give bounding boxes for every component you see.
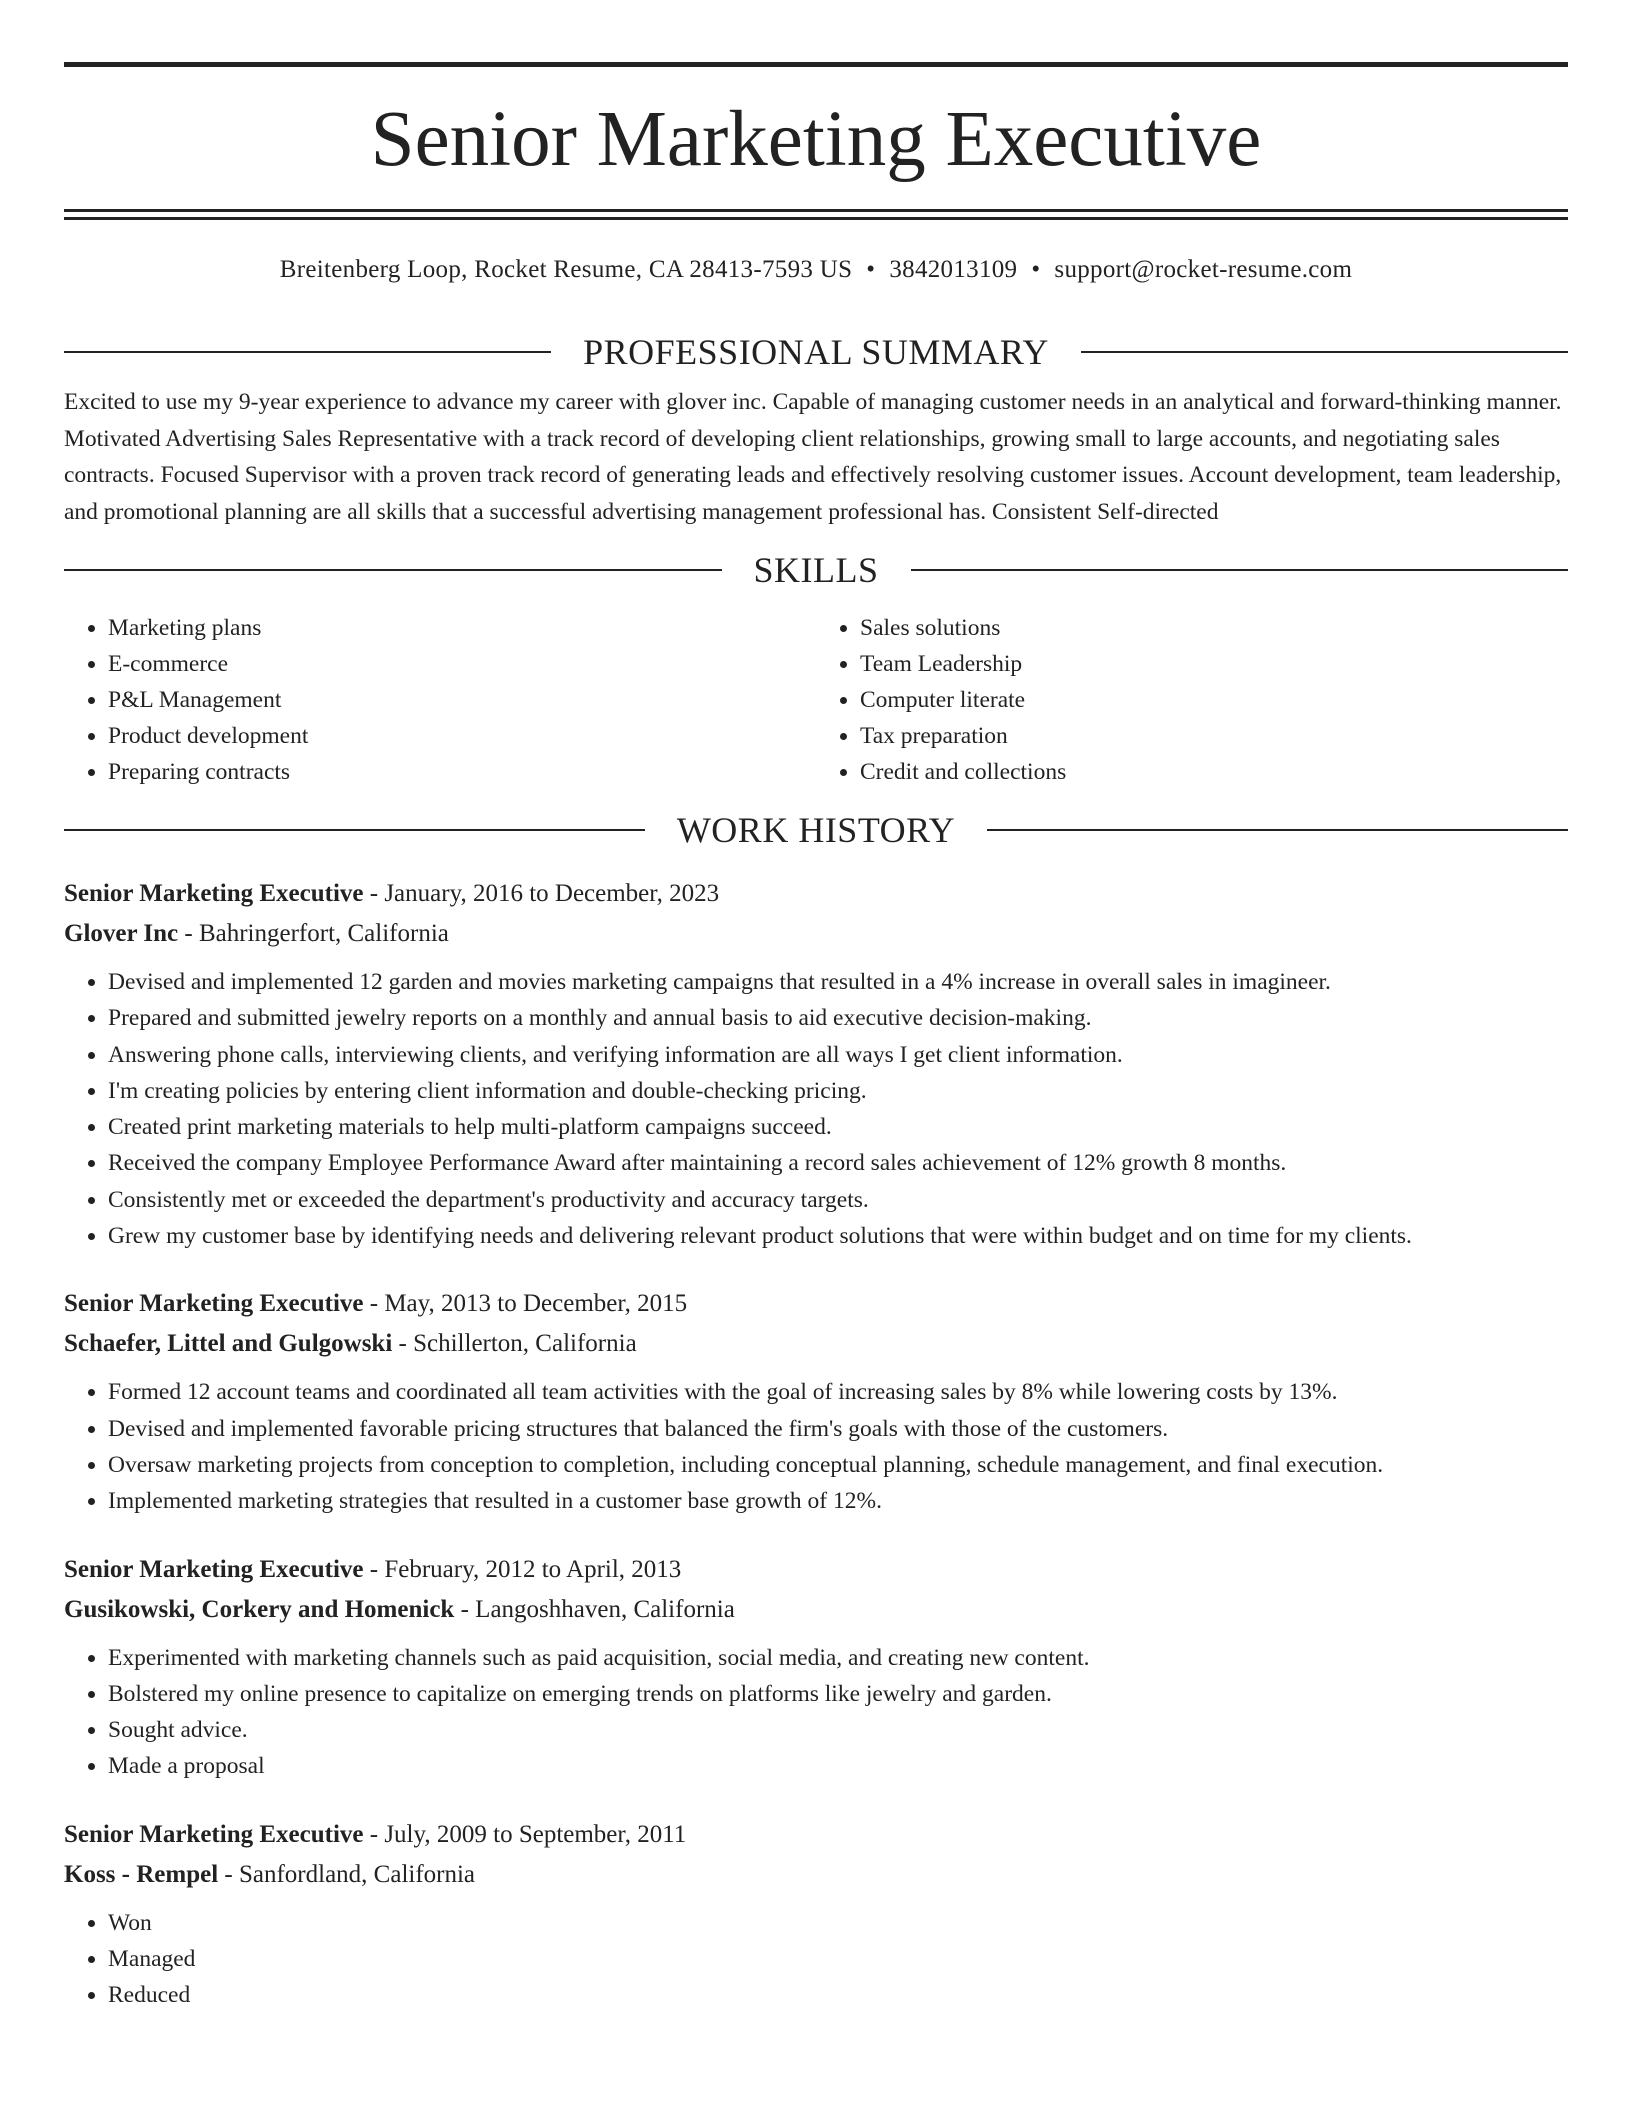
job-bullet: • Oversaw marketing projects from conception to completion, including conceptual planning, schedule management, and final execution. <box>108 1447 1568 1483</box>
skill-item: • Tax preparation <box>860 718 1568 754</box>
job-company-line <box>64 914 1568 954</box>
section-rule-right <box>1081 351 1568 353</box>
job-bullets <box>64 964 1568 1254</box>
job-title-line <box>64 1284 1568 1324</box>
skill-item: • Credit and collections <box>860 754 1568 790</box>
summary-paragraph: Excited to use my 9-year experience to advance my career with glover inc. Capable of managing customer needs in an analytical and forward-thinking manner. Motivated Advertising Sales Representative with a track record of developing client relationships, growing small to large accounts, and negotiating sales contracts. Focused Supervisor with a proven track record of generating leads and effectively resolving customer issues. Account development, team leadership, and promotional planning are all skills that a successful advertising management professional has. Consistent Self-directed <box>64 389 1562 525</box>
skills-section-header <box>64 552 1568 588</box>
job-entry <box>64 1550 1568 1785</box>
job-bullet: • Experimented with marketing channels such as paid acquisition, social media, and creating new content. <box>108 1640 1568 1676</box>
job-company: Glover Inc <box>64 920 179 947</box>
contact-phone[interactable]: 3842013109 <box>889 256 1018 283</box>
job-title: Senior Marketing Executive <box>64 1555 364 1583</box>
job-bullet: • Grew my customer base by identifying needs and delivering relevant product solutions that were within budget and on time for my clients. <box>108 1218 1568 1254</box>
contact-separator: • <box>1031 256 1041 283</box>
summary-section-header <box>64 334 1568 370</box>
work-section-title: WORK HISTORY <box>676 810 956 850</box>
job-bullet: • Implemented marketing strategies that resulted in a customer base growth of 12%. <box>108 1483 1568 1519</box>
job-title-line <box>64 1550 1568 1590</box>
job-bullet: • I'm creating policies by entering client information and double-checking pricing. <box>108 1073 1568 1109</box>
job-title: Senior Marketing Executive <box>64 1290 364 1318</box>
contact-separator: • <box>866 256 876 283</box>
job-bullet: • Answering phone calls, interviewing clients, and verifying information are all ways I get client information. <box>108 1037 1568 1073</box>
job-title-line <box>64 874 1568 914</box>
job-entry <box>64 1284 1568 1519</box>
job-location: - Bahringerfort, California <box>178 920 449 947</box>
job-dates: - July, 2009 to September, 2011 <box>363 1820 687 1848</box>
job-company: Schaefer, Littel and Gulgowski <box>64 1330 393 1358</box>
contact-address: Breitenberg Loop, Rocket Resume, CA 28413-7593 US <box>279 256 853 283</box>
top-rule <box>64 62 1568 67</box>
job-bullet: • Received the company Employee Performance Award after maintaining a record sales achievement of 12% growth 8 months. <box>108 1145 1568 1181</box>
section-rule-left <box>64 829 645 831</box>
job-location: - Langoshhaven, California <box>454 1595 735 1623</box>
skill-item: • Product development <box>108 718 816 754</box>
job-bullet: • Reduced <box>108 1977 1568 2013</box>
skill-item: • Preparing contracts <box>108 754 816 790</box>
title-double-rule <box>64 209 1568 220</box>
job-bullet: • Consistently met or exceeded the department's productivity and accuracy targets. <box>108 1182 1568 1218</box>
job-dates: - May, 2013 to December, 2015 <box>363 1290 688 1318</box>
skills-column-left <box>64 610 816 790</box>
job-location: - Sanfordland, California <box>218 1860 476 1888</box>
job-bullets <box>64 1905 1568 2014</box>
job-dates: - January, 2016 to December, 2023 <box>363 880 720 907</box>
section-rule-right <box>911 569 1569 571</box>
job-bullet: • Bolstered my online presence to capitalize on emerging trends on platforms like jewelry and garden. <box>108 1676 1568 1712</box>
job-bullet: • Made a proposal <box>108 1748 1568 1784</box>
job-company: Koss - Rempel <box>64 1860 219 1888</box>
contact-email[interactable]: support@rocket-resume.com <box>1054 256 1353 283</box>
job-entry <box>64 874 1568 1254</box>
skill-item: • P&L Management <box>108 682 816 718</box>
skill-item: • Sales solutions <box>860 610 1568 646</box>
contact-line <box>64 256 1568 284</box>
skill-item: • Marketing plans <box>108 610 816 646</box>
job-company-line <box>64 1590 1568 1630</box>
skill-item: • Computer literate <box>860 682 1568 718</box>
job-company: Gusikowski, Corkery and Homenick <box>64 1595 455 1623</box>
job-company-line <box>64 1855 1568 1895</box>
page-title: Senior Marketing Executive <box>370 96 1262 183</box>
job-bullets <box>64 1640 1568 1785</box>
summary-section-title: PROFESSIONAL SUMMARY <box>583 332 1049 372</box>
skill-item: • E-commerce <box>108 646 816 682</box>
job-bullet: • Managed <box>108 1941 1568 1977</box>
job-bullet: • Devised and implemented favorable pricing structures that balanced the firm's goals with those of the customers. <box>108 1411 1568 1447</box>
section-rule-right <box>987 829 1568 831</box>
skills-list <box>64 610 1568 790</box>
job-location: - Schillerton, California <box>392 1330 637 1358</box>
job-bullet: • Devised and implemented 12 garden and movies marketing campaigns that resulted in a 4% increase in overall sales in imagineer. <box>108 964 1568 1000</box>
section-rule-left <box>64 351 551 353</box>
work-section-header <box>64 812 1568 848</box>
skills-column-right <box>816 610 1568 790</box>
job-company-line <box>64 1324 1568 1364</box>
job-title: Senior Marketing Executive <box>64 1820 364 1848</box>
job-bullet: • Formed 12 account teams and coordinated all team activities with the goal of increasing sales by 8% while lowering costs by 13%. <box>108 1374 1568 1410</box>
job-entry <box>64 1815 1568 2014</box>
job-bullet: • Won <box>108 1905 1568 1941</box>
skill-item: • Team Leadership <box>860 646 1568 682</box>
job-dates: - February, 2012 to April, 2013 <box>363 1555 682 1583</box>
job-bullet: • Created print marketing materials to help multi-platform campaigns succeed. <box>108 1109 1568 1145</box>
section-rule-left <box>64 569 722 571</box>
job-title: Senior Marketing Executive <box>64 880 364 907</box>
job-title-line <box>64 1815 1568 1855</box>
skills-section-title: SKILLS <box>753 550 879 590</box>
job-bullet: • Sought advice. <box>108 1712 1568 1748</box>
job-bullet: • Prepared and submitted jewelry reports on a monthly and annual basis to aid executive decision-making. <box>108 1000 1568 1036</box>
job-bullets <box>64 1374 1568 1519</box>
